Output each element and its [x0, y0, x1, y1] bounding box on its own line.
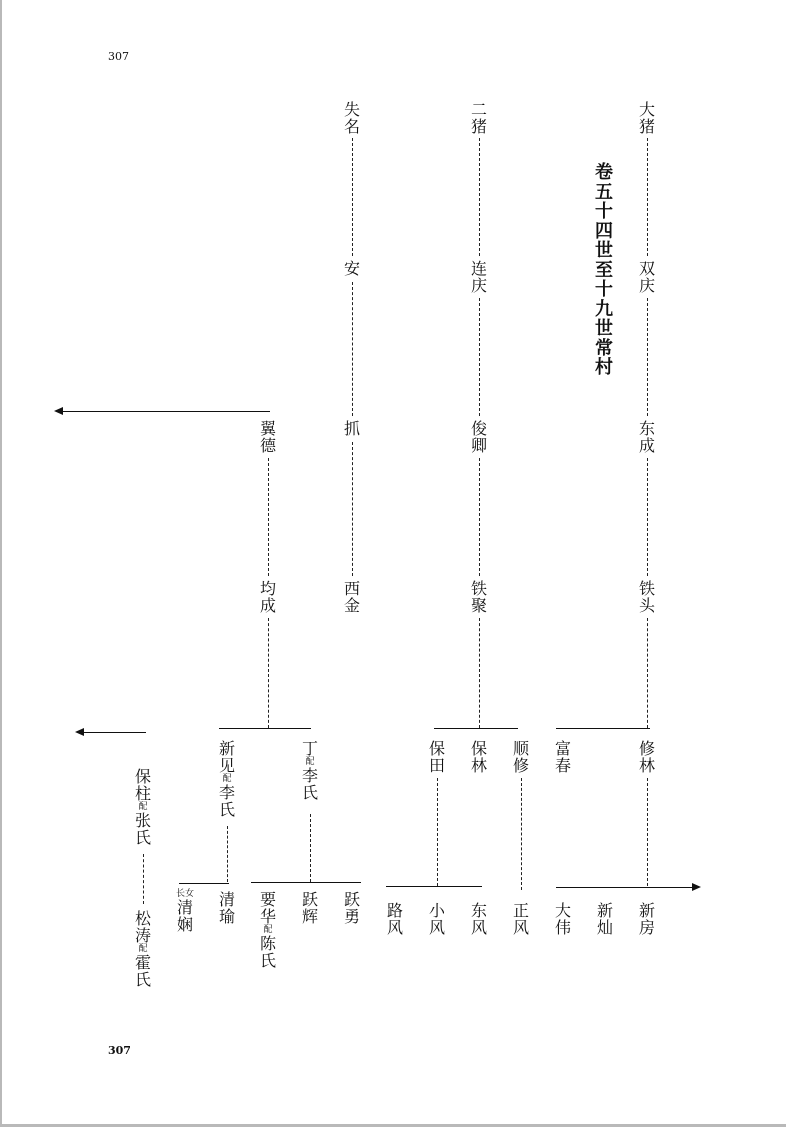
- lineage-dash: [521, 778, 522, 890]
- name-shunxiu: 顺修: [512, 739, 529, 775]
- name-xinjian: 新见 配 李氏: [218, 739, 235, 819]
- lineage-dash: [143, 854, 144, 904]
- lineage-dash: [647, 618, 648, 728]
- lineage-dash: [227, 826, 228, 882]
- branch-line-arrow: [82, 732, 146, 733]
- branch-line: [386, 886, 482, 887]
- name-xiaofeng: 小风: [428, 901, 445, 937]
- branch-line: [251, 882, 361, 883]
- lineage-dash: [479, 458, 480, 576]
- lineage-dash: [352, 442, 353, 576]
- name-yide: 翼德: [259, 419, 276, 455]
- lineage-dash: [647, 458, 648, 576]
- name-xijin: 西金: [343, 579, 360, 615]
- name-songtao: 松涛 配 霍氏: [134, 909, 151, 989]
- lineage-dash: [647, 138, 648, 256]
- name-baotian: 保田: [428, 739, 445, 775]
- lineage-dash: [310, 814, 311, 882]
- lineage-dash: [268, 618, 269, 728]
- lineage-dash: [352, 138, 353, 256]
- name-xincan: 新灿: [596, 901, 613, 937]
- branch-line: [219, 728, 311, 729]
- name-erzhu: 二猪: [470, 100, 487, 136]
- name-juncheng: 均成: [259, 579, 276, 615]
- name-an: 安: [343, 259, 360, 278]
- name-shiming: 失名: [343, 100, 360, 136]
- name-ding: 丁 配 李氏: [301, 739, 318, 802]
- name-xinfang: 新房: [638, 901, 655, 937]
- name-zhua: 抓: [343, 419, 360, 438]
- name-dongcheng: 东成: [638, 419, 655, 455]
- arrow-right-icon: [692, 883, 701, 891]
- name-baolin: 保林: [470, 739, 487, 775]
- branch-line: [434, 728, 518, 729]
- lineage-dash: [352, 282, 353, 416]
- branch-line: [179, 883, 229, 884]
- lineage-dash: [479, 138, 480, 256]
- name-lufeng: 路风: [386, 901, 403, 937]
- name-junqing: 俊卿: [470, 419, 487, 455]
- name-dawei: 大伟: [554, 901, 571, 937]
- name-dazhu: 大猪: [638, 100, 655, 136]
- name-zhengfeng: 正风: [512, 901, 529, 937]
- lineage-dash: [479, 298, 480, 416]
- lineage-dash: [268, 458, 269, 576]
- branch-line: [556, 728, 650, 729]
- name-qingxian: 长女 清娴: [175, 889, 194, 934]
- volume-title: 卷五 十四世至十九世 常村: [595, 162, 631, 378]
- name-yaohua: 要华 配 陈氏: [259, 890, 276, 970]
- name-qingyu: 清瑜: [218, 890, 235, 926]
- page-edge-left: [0, 0, 2, 1127]
- name-lianqing: 连庆: [470, 259, 487, 295]
- arrow-left-icon: [75, 728, 84, 736]
- name-fuchun: 富春: [554, 739, 571, 775]
- lineage-dash: [479, 618, 480, 728]
- name-yueyong: 跃勇: [343, 890, 360, 926]
- lineage-dash: [647, 298, 648, 416]
- name-tietou: 铁头: [638, 579, 655, 615]
- branch-line-arrow: [60, 411, 270, 412]
- arrow-left-icon: [54, 407, 63, 415]
- name-baozhu: 保柱 配 张氏: [134, 767, 151, 847]
- branch-line-arrow: [556, 887, 692, 888]
- name-dongfeng: 东风: [470, 901, 487, 937]
- name-yuehui: 跃辉: [301, 890, 318, 926]
- page-number-bottom: 307: [108, 1044, 131, 1057]
- lineage-dash: [437, 778, 438, 886]
- name-tieju: 铁聚: [470, 579, 487, 615]
- name-shuangqing: 双庆: [638, 259, 655, 295]
- lineage-dash: [647, 778, 648, 886]
- name-xiulin: 修林: [638, 739, 655, 775]
- page-number-top: 307: [108, 50, 129, 63]
